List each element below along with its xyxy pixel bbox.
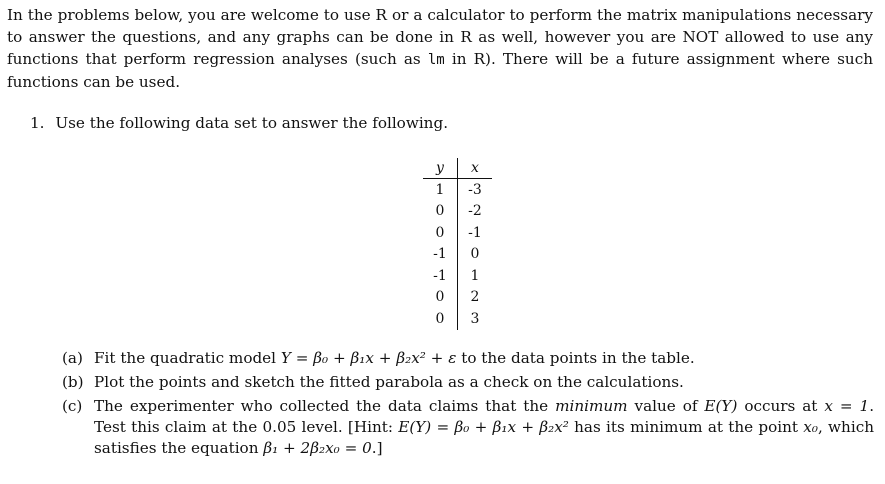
- part-a: [62, 348, 874, 369]
- table-row: [423, 179, 492, 201]
- cell-y: 1: [423, 179, 458, 201]
- column-header-y: y: [423, 158, 458, 179]
- cell-y: -1: [423, 265, 458, 287]
- part-a-text-2: to the data points in the table.: [456, 349, 695, 367]
- cell-y: 0: [423, 201, 458, 223]
- part-c-x-equals: x = 1: [824, 397, 870, 415]
- part-b-text: Plot the points and sketch the fitted parabola as a check on the calculations.: [94, 373, 684, 391]
- table-header-row: [423, 158, 492, 179]
- part-c-text-7: .]: [371, 439, 383, 457]
- instructions-text-1: In the problems below, you are welcome to use R or a calculator to perform the matrix manipulations necessary to answer the questions, and any graphs can be done in R as well, however you are NOT allowed to use any functions that perform regression analyses (such as: [7, 6, 873, 68]
- cell-x: -3: [468, 181, 482, 198]
- cell-x: 1: [470, 267, 480, 284]
- part-b-label: (b): [62, 373, 84, 391]
- part-c-x0: x₀: [803, 418, 818, 436]
- part-c-emphasis: minimum: [555, 397, 628, 415]
- part-c-text: [94, 396, 874, 459]
- part-c-text-6: , which satisfies the equation: [94, 418, 874, 457]
- part-a-label: (a): [62, 349, 83, 367]
- part-a-text-1: Fit the quadratic model: [94, 349, 281, 367]
- table-row: [423, 265, 492, 287]
- table-row: [423, 308, 492, 330]
- instructions-code-lm: lm: [427, 52, 445, 68]
- cell-x: -1: [468, 224, 482, 241]
- cell-y: -1: [423, 244, 458, 266]
- table-row: [423, 287, 492, 309]
- cell-y: 0: [423, 308, 458, 330]
- problem-1-heading: [30, 112, 448, 134]
- part-b: [62, 372, 874, 393]
- part-c-text-5: has its minimum at the point: [568, 418, 804, 436]
- instructions-text-2: in R). There will be a future assignment where such functions can be used.: [7, 50, 873, 91]
- part-c-text-3: occurs at: [737, 397, 825, 415]
- part-c: [62, 396, 874, 459]
- problem-number: 1.: [30, 114, 45, 132]
- part-c-label: (c): [62, 397, 83, 415]
- table-row: [423, 201, 492, 223]
- instructions-paragraph: [7, 4, 873, 93]
- part-a-text: [94, 348, 874, 369]
- data-table: [423, 158, 492, 330]
- column-header-x: x: [458, 158, 493, 179]
- cell-y: 0: [423, 287, 458, 309]
- problem-heading-text: Use the following data set to answer the following.: [55, 114, 449, 132]
- cell-x: 2: [470, 289, 480, 306]
- part-c-text-4: . Test this claim at the 0.05 level. [Hint:: [94, 397, 875, 436]
- table-row: [423, 222, 492, 244]
- table-row: [423, 244, 492, 266]
- problem-parts: [62, 348, 874, 462]
- cell-y: 0: [423, 222, 458, 244]
- part-c-model: E(Y) = β₀ + β₁x + β₂x²: [398, 418, 569, 436]
- part-c-text-1: The experimenter who collected the data claims that the: [94, 397, 556, 415]
- part-c-text-2: value of: [627, 397, 705, 415]
- part-a-model: Y = β₀ + β₁x + β₂x² + ε: [280, 349, 457, 367]
- part-c-equation: β₁ + 2β₂x₀ = 0: [263, 439, 372, 457]
- part-c-expected-y: E(Y): [704, 397, 738, 415]
- cell-x: 3: [470, 310, 480, 327]
- cell-x: 0: [470, 246, 480, 263]
- cell-x: -2: [468, 203, 482, 220]
